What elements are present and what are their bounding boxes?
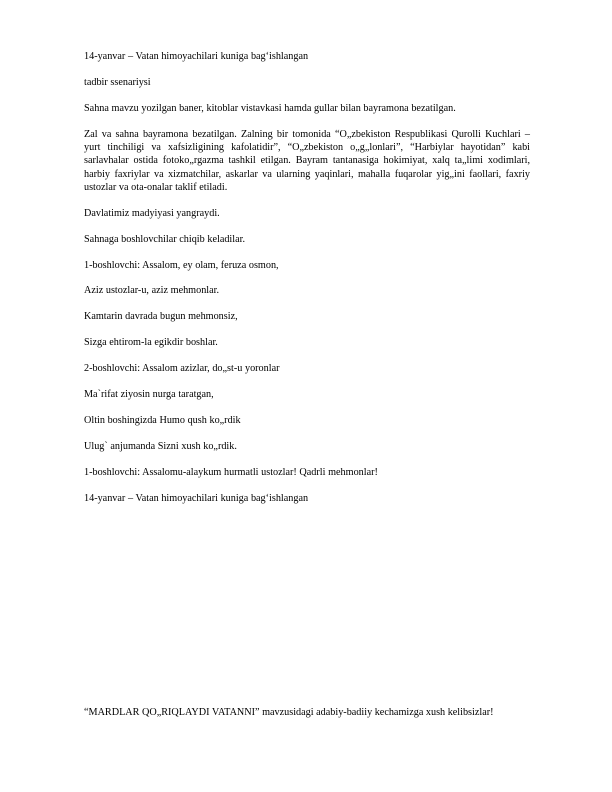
host-one-line-4: Sizga ehtirom-la egikdir boshlar. [84, 337, 218, 349]
hosts-enter-cue-line: Sahnaga boshlovchilar chiqib keladilar. [84, 233, 245, 245]
welcome-note-paragraph: “MARDLAR QO„RIQLAYDI VATANNI” mavzusidagi adabiy-badiiy kechamizga xush kelibsizlar! [84, 707, 494, 718]
document-title-line: 14-yanvar – Vatan himoyachilari kuniga bag‘ishlangan [84, 51, 309, 62]
document-subtitle-line: tadbir ssenariysi [84, 76, 151, 88]
stage-description-paragraph: Sahna mavzu yozilgan baner, kitoblar vistavkasi hamda gullar bilan bayramona bezatilgan. [84, 102, 456, 114]
host-one-line-2: Aziz ustozlar-u, aziz mehmonlar. [84, 285, 220, 297]
hall-description-paragraph: Zal va sahna bayramona bezatilgan. Zalning bir tomonida “O„zbekiston Respublikasi Qurolli Kuchlari – yurt tinchiligi va xafsizligining kafolatidir”, “O„zbekiston o„g„lonlari”, “Harbiylar hayotidan” kabi sarlavhalar ostida fotoko„rgazma tashkil etilgan. Bayram tantanasiga hokimiyat, xalq ta„limi xodimlari, harbiy faxriylar va xizmatchilar, askarlar va ularning yaqinlari, mahalla fuqarolar yig„ini faollari, faxriy ustozlar va ota-onalar taklif etiladi. [84, 128, 530, 193]
host-two-line-1: 2-boshlovchi: Assalom azizlar, do„st-u yoronlar [84, 363, 280, 375]
blank-area [84, 517, 530, 667]
host-one-line-3: Kamtarin davrada bugun mehmonsiz, [84, 311, 238, 323]
host-two-line-4: Ulug` anjumanda Sizni xush ko„rdik. [84, 440, 237, 452]
host-two-line-3: Oltin boshingizda Humo qush ko„rdik [84, 414, 241, 426]
host-two-line-2: Ma`rifat ziyosin nurga taratgan, [84, 388, 214, 400]
document-body [84, 50, 530, 667]
host-one-line-1: 1-boshlovchi: Assalom, ey olam, feruza osmon, [84, 259, 279, 271]
host-one-greeting-line: 1-boshlovchi: Assalomu-alaykum hurmatli ustozlar! Qadrli mehmonlar! [84, 466, 378, 478]
anthem-cue-line: Davlatimiz madyiyasi yangraydi. [84, 207, 220, 219]
document-title-repeat-line: 14-yanvar – Vatan himoyachilari kuniga bag‘ishlangan [84, 492, 309, 504]
